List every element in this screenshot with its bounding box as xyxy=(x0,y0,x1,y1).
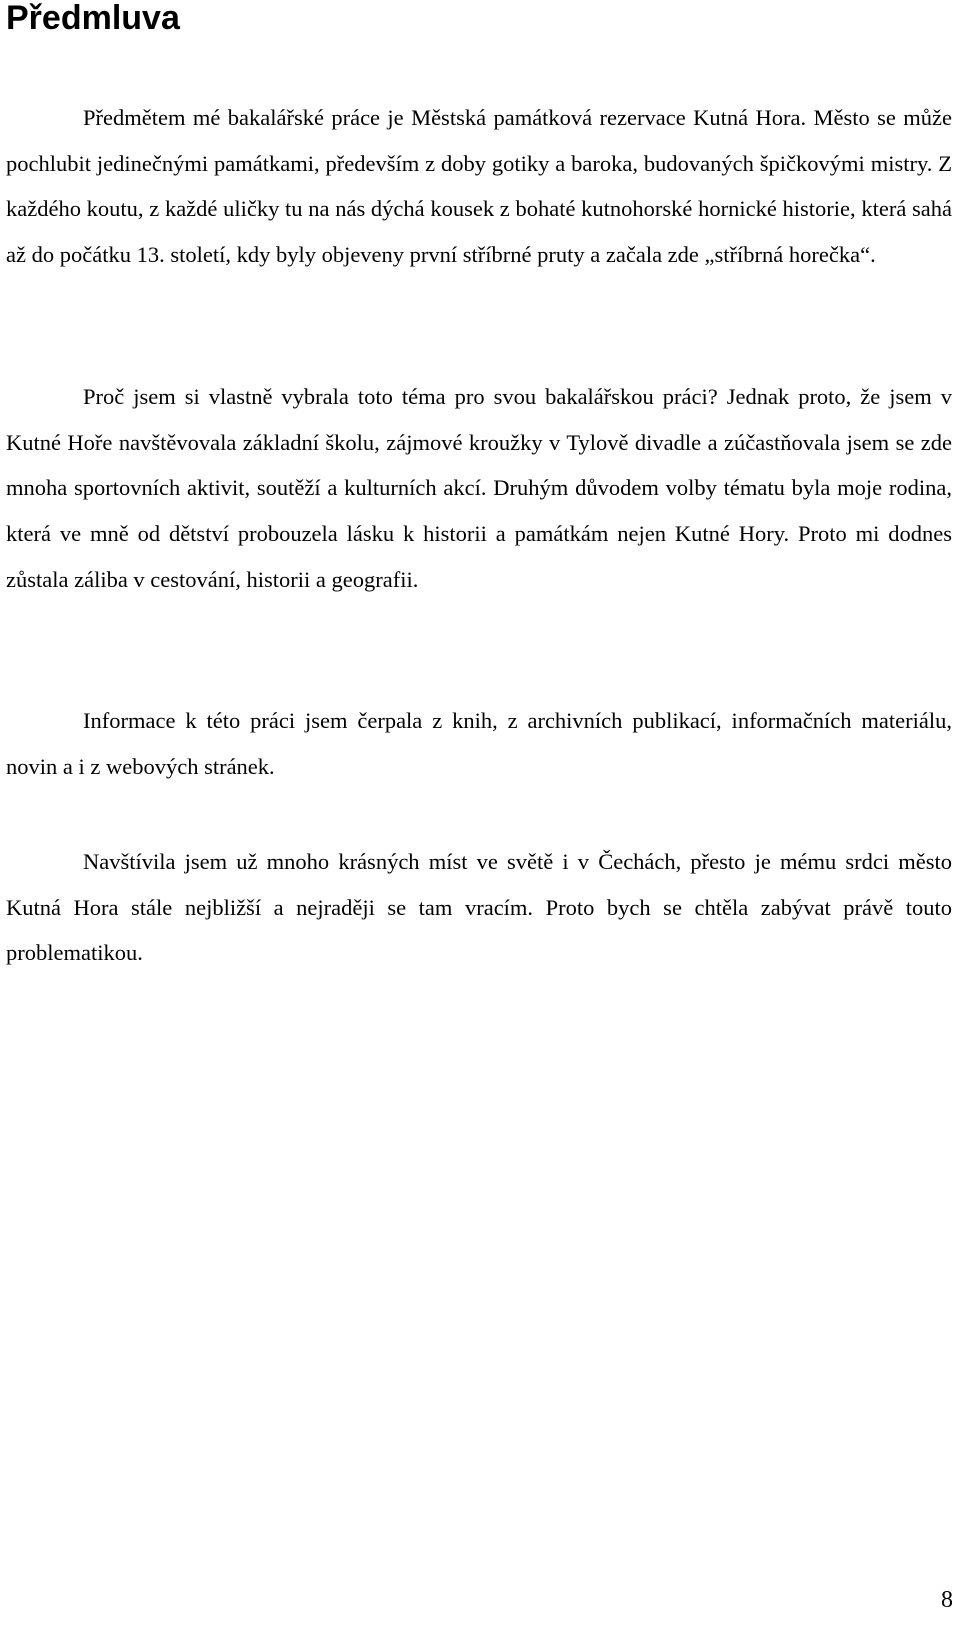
paragraph-sources: Informace k této práci jsem čerpala z knih, z archivních publikací, informačních materiálu, novin a i z webových stránek. xyxy=(6,708,952,779)
page-number: 8 xyxy=(941,1587,953,1613)
page-heading: Předmluva xyxy=(6,0,180,37)
paragraph-intro: Předmětem mé bakalářské práce je Městská památková rezervace Kutná Hora. Město se může pochlubit jedinečnými památkami, především z doby gotiky a baroka, budovaných špičkovými mistry. Z každého koutu, z každé uličky tu na nás dýchá kousek z bohaté kutnohorské hornické historie, která sahá až do počátku 13. století, kdy byly objeveny první stříbrné pruty a začala zde „stříbrná horečka“. xyxy=(6,105,952,268)
paragraph-motivation: Proč jsem si vlastně vybrala toto téma pro svou bakalářskou práci? Jednak proto, že jsem v Kutné Hoře navštěvovala základní školu, zájmové kroužky v Tylově divadle a zúčastňovala jsem se zde mnoha sportovních aktivit, soutěží a kulturních akcí. Druhým důvodem volby tématu byla moje rodina, která ve mně od dětství probouzela lásku k historii a památkám nejen Kutné Hory. Proto mi dodnes zůstala záliba v cestování, historii a geografii. xyxy=(6,384,952,592)
paragraph-conclusion: Navštívila jsem už mnoho krásných míst ve světě i v Čechách, přesto je mému srdci město Kutná Hora stále nejbližší a nejraději se tam vracím. Proto bych se chtěla zabývat právě touto problematikou. xyxy=(6,849,952,966)
